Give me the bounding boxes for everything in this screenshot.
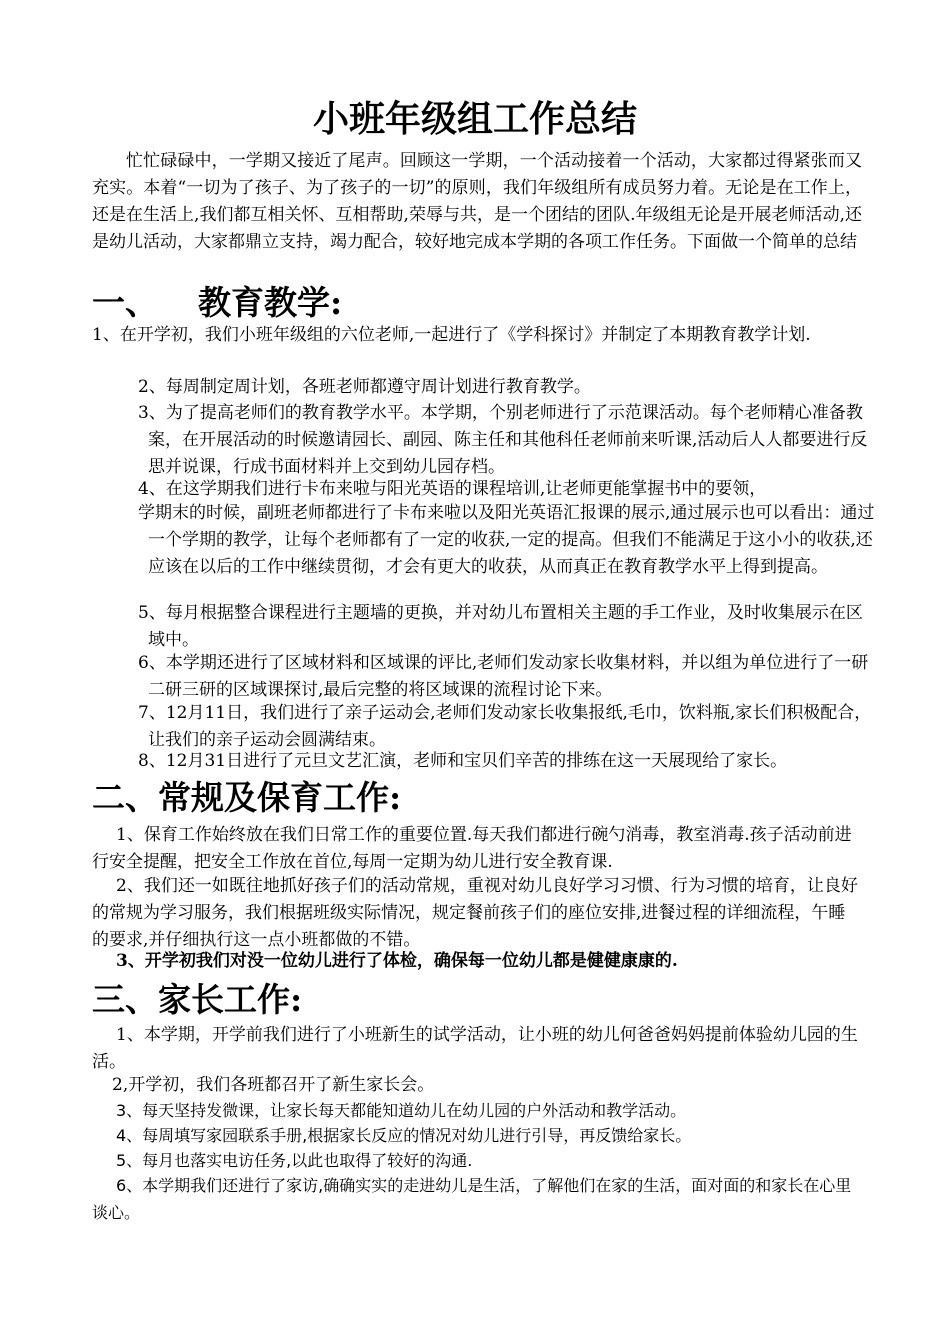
section-3-item-5: 5、每月也落实电访任务,以此也取得了较好的沟通. xyxy=(116,1151,473,1170)
section-3-item-1: 1、本学期，开学前我们进行了小班新生的试学活动，让小班的幼儿何爸爸妈妈提前体验幼儿园的生活。 xyxy=(92,1025,858,1072)
section-1-item-2: 2、每周制定周计划，各班老师都遵守周计划进行教育教学。 xyxy=(138,377,591,397)
section-1-item-8: 8、12月31日进行了元旦文艺汇演，老师和宝贝们辛苦的排练在这一天展现给了家长。 xyxy=(138,751,788,771)
section-2-item-1: 1、保育工作始终放在我们日常工作的重要位置.每天我们都进行碗勺消毒，教室消毒.孩子活动前进行安全提醒，把安全工作放在首位,每周一定期为幼儿进行安全教育课. xyxy=(92,825,852,872)
intro-paragraph: 忙忙碌碌中，一学期又接近了尾声。回顾这一学期，一个活动接着一个活动，大家都过得紧张而又充实。本着“一切为了孩子、为了孩子的一切”的原则，我们年级组所有成员努力着。无论是在工作上，还是在生活上,我们都互相关怀、互相帮助,荣辱与共，是一个团结的团队.年级组无论是开展老师活动,还是幼儿活动，大家都鼎立支持，竭力配合，较好地完成本学期的各项工作任务。下面做一个简单的总结 xyxy=(92,151,862,252)
section-1-item-6: 6、本学期还进行了区域材料和区域课的评比,老师们发动家长收集材料，并以组为单位进行了一研二研三研的区域课探讨,最后完整的将区域课的流程讨论下来。 xyxy=(138,653,869,700)
section-3-item-2: 2,开学初，我们各班都召开了新生家长会。 xyxy=(112,1075,435,1095)
section-2-item-3: 3、开学初我们对没一位幼儿进行了体检，确保每一位幼儿都是健健康康的. xyxy=(116,951,678,971)
section-1-heading-text: 教育教学: xyxy=(198,283,343,322)
section-2-item-2: 2、我们还一如既往地抓好孩子们的活动常规，重视对幼儿良好学习习惯、行为习惯的培育，让良好的常规为学习服务，我们根据班级实际情况，规定餐前孩子们的座位安排,进餐过程的详细流程，午睡的要求,并仔细执行这一点小班都做的不错。 xyxy=(92,876,858,950)
section-3-item-4: 4、每周填写家园联系手册,根据家长反应的情况对幼儿进行引导，再反馈给家长。 xyxy=(116,1126,692,1145)
section-2-heading: 二、常规及保育工作: xyxy=(92,778,402,817)
section-3-item-6: 6、本学期我们还进行了家访,确确实实的走进幼儿是生活，了解他们在家的生活，面对面的和家长在心里谈心。 xyxy=(92,1176,852,1222)
section-1-heading xyxy=(92,283,342,323)
section-1-heading-number: 一、 xyxy=(92,283,158,322)
section-1-item-4: 4、在这学期我们进行卡布来啦与阳光英语的课程培训,让老师更能掌握书中的要领， xyxy=(138,479,767,499)
document-title: 小班年级组工作总结 xyxy=(312,98,637,140)
section-3-item-3: 3、每天坚持发微课，让家长每天都能知道幼儿在幼儿园的户外活动和教学活动。 xyxy=(116,1101,687,1120)
section-1-item-7: 7、12月11日，我们进行了亲子运动会,老师们发动家长收集报纸,毛巾，饮料瓶,家长们积极配合，让我们的亲子运动会圆满结束。 xyxy=(138,703,872,750)
section-1-item-3: 3、为了提高老师们的教育教学水平。本学期，个别老师进行了示范课活动。每个老师精心准备教案，在开展活动的时候邀请园长、副园、陈主任和其他科任老师前来听课,活动后人人都要进行反思并说课，行成书面材料并上交到幼儿园存档。 xyxy=(138,403,868,477)
section-1-item-1: 1、在开学初，我们小班年级组的六位老师,一起进行了《学科探讨》并制定了本期教育教学计划. xyxy=(92,325,811,345)
section-3-heading: 三、家长工作: xyxy=(92,980,303,1019)
section-1-item-5: 5、每月根据整合课程进行主题墙的更换，并对幼儿布置相关主题的手工作业，及时收集展示在区域中。 xyxy=(138,603,863,650)
section-1-item-4-continued: 学期末的时候，副班老师都进行了卡布来啦以及阳光英语汇报课的展示,通过展示也可以看出：通过一个学期的教学，让每个老师都有了一定的收获,一定的提高。但我们不能满足于这小小的收获,还应该在以后的工作中继续贯彻，才会有更大的收获，从而真正在教育教学水平上得到提高。 xyxy=(138,503,875,577)
